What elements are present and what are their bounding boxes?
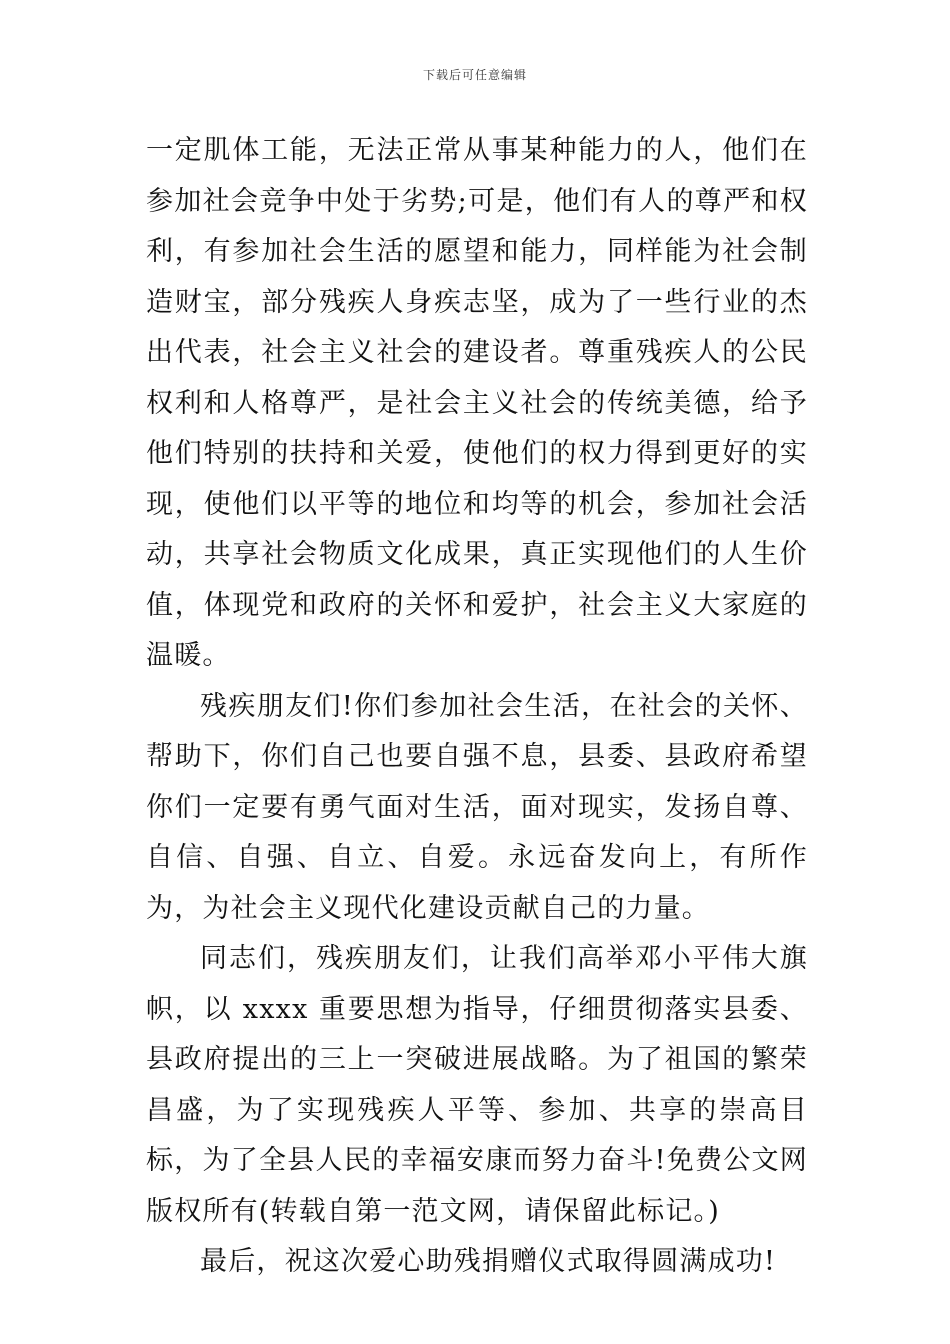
paragraph-comrades: 同志们，残疾朋友们，让我们高举邓小平伟大旗帜，以 xxxx 重要思想为指导，仔细贯彻落实县委、县政府提出的三上一突破进展战略。为了祖国的繁荣昌盛，为了实现残疾人平等、参加、共享的崇高目标，为了全县人民的幸福安康而努力奋斗!免费公文网版权所有(转载自第一范文网，请保留此标记。) <box>146 943 808 1227</box>
paragraph-continuation: 一定肌体工能，无法正常从事某种能力的人，他们在参加社会竞争中处于劣势;可是，他们有人的尊严和权利，有参加社会生活的愿望和能力，同样能为社会制造财宝，部分残疾人身疾志坚，成为了一些行业的杰出代表，社会主义社会的建设者。尊重残疾人的公民权利和人格尊严，是社会主义社会的传统美德，给予他们特别的扶持和关爱，使他们的权力得到更好的实现，使他们以平等的地位和均等的机会，参加社会活动，共享社会物质文化成果，真正实现他们的人生价值，体现党和政府的关怀和爱护，社会主义大家庭的温暖。 <box>146 135 808 671</box>
header-note: 下载后可任意编辑 <box>422 68 527 82</box>
document-body <box>146 126 808 1288</box>
paragraph-disabled-friends: 残疾朋友们!你们参加社会生活，在社会的关怀、帮助下，你们自己也要自强不息，县委、县政府希望你们一定要有勇气面对生活，面对现实，发扬自尊、自信、自强、自立、自爱。永远奋发向上，有所作为，为社会主义现代化建设贡献自己的力量。 <box>146 690 808 924</box>
paragraph-closing: 最后，祝这次爱心助残捐赠仪式取得圆满成功! <box>200 1246 777 1277</box>
